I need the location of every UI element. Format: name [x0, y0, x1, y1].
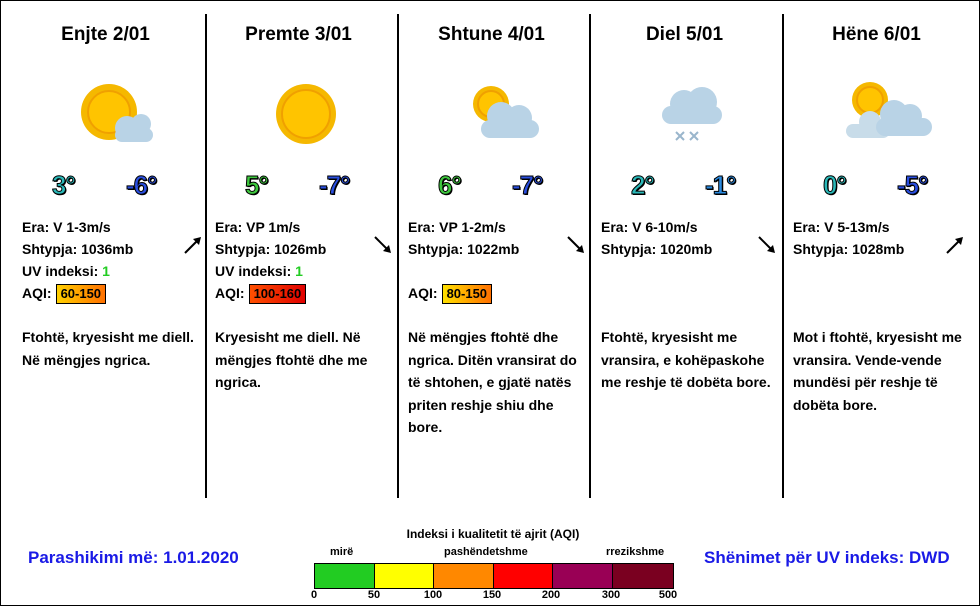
aqi-tick: 100 — [423, 589, 443, 601]
aqi-badge: 80-150 — [442, 284, 492, 304]
wind-text: Era: VP 1m/s — [215, 219, 301, 235]
aqi-badge: 60-150 — [56, 284, 106, 304]
day-details — [215, 216, 326, 304]
day-column — [203, 0, 394, 498]
wind-text: Era: VP 1-2m/s — [408, 219, 506, 235]
aqi-row — [408, 282, 519, 304]
aqi-label: AQI: — [215, 285, 245, 301]
day-column — [10, 0, 201, 498]
aqi-label: AQI: — [22, 285, 52, 301]
day-title: Premte 3/01 — [245, 24, 352, 45]
aqi-segment — [315, 564, 375, 588]
aqi-segment — [613, 564, 673, 588]
arrow-northeast-icon — [944, 234, 966, 256]
aqi-segment — [494, 564, 553, 588]
arrow-southeast-icon — [372, 234, 394, 256]
max-temperature: 3° — [52, 170, 75, 200]
aqi-color-scale — [314, 563, 674, 589]
min-temperature: -7° — [512, 170, 543, 200]
day-details — [601, 216, 712, 260]
aqi-badge: 100-160 — [249, 284, 307, 304]
wind-text: Era: V 6-10m/s — [601, 219, 698, 235]
min-temperature: -1° — [705, 170, 736, 200]
uv-row-empty — [408, 260, 519, 282]
day-title: Shtune 4/01 — [438, 24, 545, 45]
min-temperature: -5° — [897, 170, 928, 200]
max-temperature: 2° — [631, 170, 654, 200]
min-temperature: -7° — [319, 170, 350, 200]
day-description: Ftohtë, kryesisht me diell. Në mëngjes ngrica. — [22, 329, 194, 368]
day-title: Diel 5/01 — [645, 24, 724, 45]
max-temperature: 6° — [438, 170, 461, 200]
aqi-segment — [553, 564, 613, 588]
arrow-southeast-icon — [756, 234, 778, 256]
day-description: Në mëngjes ftohtë dhe ngrica. Ditën vransirat do të shtohen, e gjatë natës priten reshje shiu dhe bore. — [408, 329, 577, 435]
aqi-row — [215, 282, 326, 304]
wind-text: Era: V 5-13m/s — [793, 219, 890, 235]
aqi-category-label: pashëndetshme — [444, 546, 528, 558]
aqi-tick: 50 — [367, 589, 381, 601]
aqi-tick: 300 — [601, 589, 621, 601]
day-details — [793, 216, 904, 260]
pressure-text: Shtypja: 1020mb — [601, 241, 713, 257]
sun-icon — [258, 74, 358, 154]
aqi-segment — [434, 564, 493, 588]
uv-source-note: Shënimet për UV indeks: DWD — [704, 548, 950, 567]
uv-row — [22, 260, 133, 282]
uv-value: 1 — [102, 263, 110, 279]
aqi-row — [22, 282, 133, 304]
day-description: Kryesisht me diell. Në mëngjes ftohtë dhe me ngrica. — [215, 329, 368, 390]
day-column — [589, 0, 780, 498]
aqi-category-label: rrezikshme — [606, 546, 665, 558]
arrow-northeast-icon — [182, 234, 204, 256]
day-column — [396, 0, 587, 498]
day-description: Mot i ftohtë, kryesisht me vransira. Vende-vende mundësi për reshje të dobëta bore. — [793, 329, 962, 413]
pressure-text: Shtypja: 1028mb — [793, 241, 905, 257]
min-temperature: -6° — [126, 170, 157, 200]
sun-clouds-icon — [836, 74, 936, 154]
cloud-snow-icon — [644, 74, 744, 154]
aqi-tick: 150 — [482, 589, 502, 601]
day-details — [408, 216, 519, 304]
cloud-sun-icon — [451, 74, 551, 154]
aqi-segment — [375, 564, 434, 588]
max-temperature: 0° — [823, 170, 846, 200]
day-details — [22, 216, 133, 304]
aqi-category-label: mirë — [330, 546, 354, 558]
aqi-tick: 500 — [658, 589, 678, 601]
uv-label: UV indeksi: — [22, 263, 99, 279]
day-title: Enjte 2/01 — [61, 24, 150, 45]
aqi-scale-title: Indeksi i kualitetit të ajrit (AQI) — [406, 527, 580, 541]
aqi-tick: 200 — [541, 589, 561, 601]
uv-row — [215, 260, 326, 282]
sun-cloud-icon — [65, 74, 165, 154]
day-title: Hëne 6/01 — [832, 24, 921, 45]
aqi-label: AQI: — [408, 285, 438, 301]
wind-text: Era: V 1-3m/s — [22, 219, 111, 235]
aqi-tick: 0 — [310, 589, 318, 601]
uv-label: UV indeksi: — [215, 263, 292, 279]
forecast-date: Parashikimi më: 1.01.2020 — [28, 548, 239, 567]
pressure-text: Shtypja: 1026mb — [215, 241, 327, 257]
max-temperature: 5° — [245, 170, 268, 200]
pressure-text: Shtypja: 1036mb — [22, 241, 134, 257]
uv-value: 1 — [295, 263, 303, 279]
pressure-text: Shtypja: 1022mb — [408, 241, 520, 257]
day-description: Ftohtë, kryesisht me vransira, e kohëpaskohe me reshje të dobëta bore. — [601, 329, 771, 390]
arrow-southeast-icon — [565, 234, 587, 256]
